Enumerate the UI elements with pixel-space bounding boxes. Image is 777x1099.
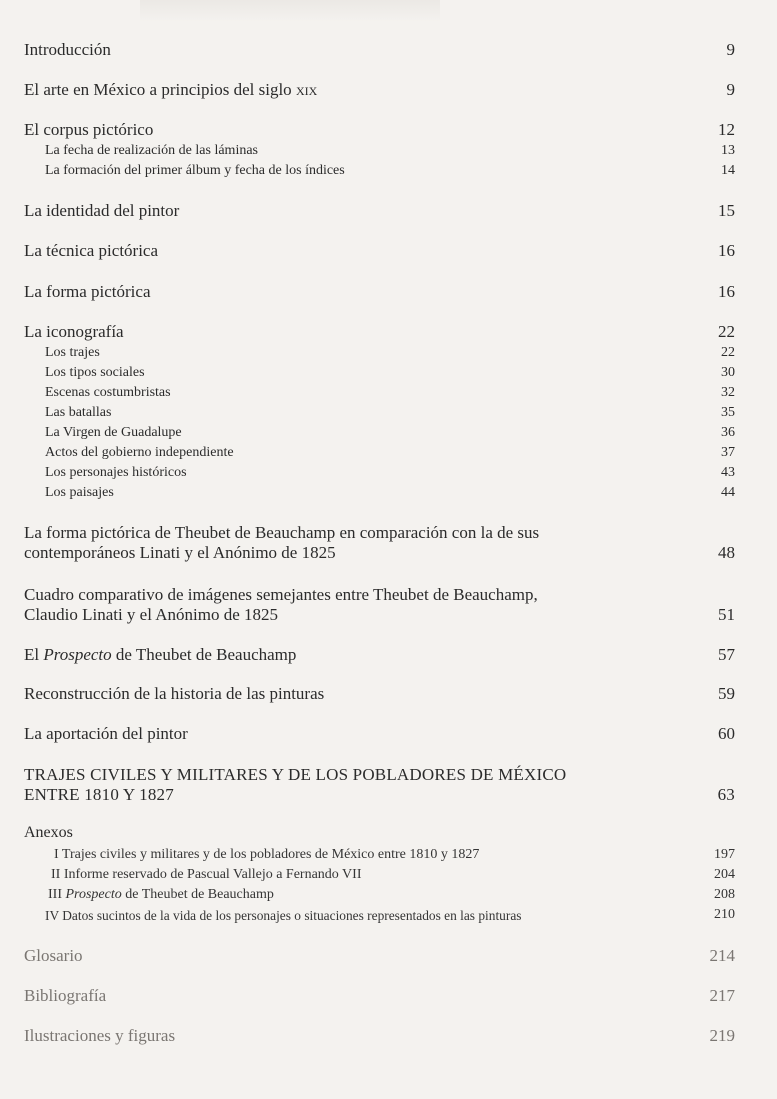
- toc-label: El corpus pictórico: [24, 120, 154, 139]
- toc-label-text: III: [48, 887, 66, 902]
- toc-label: Escenas costumbristas: [45, 385, 171, 400]
- toc-page: 208: [714, 887, 735, 902]
- toc-label: Actos del gobierno independiente: [45, 445, 234, 460]
- toc-page: 214: [709, 946, 735, 965]
- toc-label-line: TRAJES CIVILES Y MILITARES Y DE LOS POBLADORES DE MÉXICO: [24, 765, 567, 784]
- toc-label-italic: Prospecto: [65, 887, 122, 902]
- toc-label: Glosario: [24, 946, 83, 965]
- toc-page: 35: [721, 405, 735, 420]
- toc-subentry: [45, 345, 735, 361]
- toc-entry-introduccion: [24, 40, 735, 60]
- toc-entry-identidad: [24, 201, 735, 221]
- toc-label-text: II Informe reservado de Pascual Vallejo a Fernando VII: [51, 867, 362, 882]
- toc-label: La formación del primer álbum y fecha de los índices: [45, 163, 345, 178]
- toc-page: 12: [718, 120, 735, 139]
- toc-label-text: IV Datos sucintos de la vida de los personajes o situaciones representados en las pinturas: [45, 907, 522, 923]
- toc-label: [24, 585, 538, 624]
- toc-label: Anexos: [24, 824, 73, 841]
- toc-subentry: [45, 887, 735, 903]
- toc-page: 9: [726, 40, 735, 59]
- bleed-through-text: [140, 0, 440, 22]
- toc-entry-prospecto: [24, 645, 735, 665]
- toc-label-line: contemporáneos Linati y el Anónimo de 1825: [24, 542, 336, 562]
- toc-label-text: El: [24, 645, 44, 664]
- toc-label: La aportación del pintor: [24, 724, 188, 743]
- toc-entry-comparacion: [24, 523, 735, 562]
- toc-entry-iconografia: [24, 322, 735, 342]
- toc-subentry: [45, 163, 735, 179]
- toc-entry-arte: [24, 80, 735, 100]
- toc-subentry: [45, 867, 735, 883]
- toc-label: Los paisajes: [45, 485, 114, 500]
- toc-label: La iconografía: [24, 322, 124, 341]
- toc-label-text: El arte en México a principios del siglo: [24, 80, 296, 99]
- toc-page: 15: [718, 201, 735, 220]
- toc-label-line: Claudio Linati y el Anónimo de 1825: [24, 604, 279, 624]
- toc-label-text: de Theubet de Beauchamp: [121, 887, 274, 902]
- toc-page: 22: [721, 345, 735, 360]
- toc-label: La forma pictórica: [24, 282, 151, 301]
- toc-label-line: Cuadro comparativo de imágenes semejantes entre Theubet de Beauchamp,: [24, 585, 538, 604]
- toc-entry-ilustraciones: [24, 1026, 735, 1046]
- toc-page: 51: [718, 604, 735, 624]
- toc-label-text: de Theubet de Beauchamp: [111, 645, 297, 664]
- toc-label: La fecha de realización de las láminas: [45, 143, 258, 158]
- toc-subentry: [45, 405, 735, 421]
- toc-page: 44: [721, 485, 735, 500]
- toc-entry-forma: [24, 282, 735, 302]
- toc-label: [24, 645, 296, 665]
- toc-subentry: [45, 445, 735, 461]
- toc-label: [45, 847, 479, 863]
- toc-label: Los personajes históricos: [45, 465, 187, 480]
- toc-label-italic: Prospecto: [43, 645, 112, 664]
- toc-entry-tecnica: [24, 241, 735, 261]
- toc-page: 16: [718, 241, 735, 260]
- toc-label: [45, 867, 361, 883]
- toc-page: 219: [709, 1026, 735, 1045]
- toc-label-line: La forma pictórica de Theubet de Beauchamp en comparación con la de sus: [24, 523, 540, 542]
- toc-label: Ilustraciones y figuras: [24, 1026, 176, 1045]
- toc-page: 36: [721, 425, 735, 440]
- toc-page: 57: [718, 645, 735, 664]
- toc-subentry: [45, 847, 735, 863]
- toc-label: Reconstrucción de la historia de las pinturas: [24, 684, 325, 703]
- toc-label: [24, 523, 539, 562]
- toc-entry-anexos: [24, 824, 735, 842]
- toc-page: 14: [721, 163, 735, 178]
- toc-subentry: [45, 485, 735, 501]
- toc-label: Los trajes: [45, 345, 100, 360]
- toc-label: Bibliografía: [24, 986, 107, 1005]
- toc-page: 37: [721, 445, 735, 460]
- toc-entry-aportacion: [24, 724, 735, 744]
- toc-label: [45, 887, 274, 903]
- toc-label: Las batallas: [45, 405, 112, 420]
- toc-subentry: [45, 143, 735, 159]
- toc-subentry: [45, 907, 735, 923]
- toc-entry-trajes: [24, 765, 735, 804]
- toc-label: Los tipos sociales: [45, 365, 145, 380]
- toc-page: 13: [721, 143, 735, 158]
- toc-entry-cuadro: [24, 585, 735, 624]
- toc-page: 60: [718, 724, 735, 743]
- toc-page: 30: [721, 365, 735, 380]
- toc-page: 59: [718, 684, 735, 703]
- toc-page: 48: [718, 542, 735, 562]
- toc-label: La identidad del pintor: [24, 201, 180, 220]
- toc-page: 22: [718, 322, 735, 341]
- toc-label: La técnica pictórica: [24, 241, 159, 260]
- toc-label: Introducción: [24, 40, 111, 59]
- toc-label-smallcaps: xix: [295, 80, 318, 99]
- toc-label: La Virgen de Guadalupe: [45, 425, 182, 440]
- toc-page: 43: [721, 465, 735, 480]
- toc-entry-corpus: [24, 120, 735, 140]
- toc-page: 9: [726, 80, 735, 99]
- toc-label-text: I Trajes civiles y militares y de los pobladores de México entre 1810 y 1827: [54, 847, 480, 862]
- toc-label: [24, 80, 317, 100]
- toc-entry-reconstruccion: [24, 684, 735, 704]
- toc-page: 32: [721, 385, 735, 400]
- toc-page: 197: [714, 847, 735, 862]
- toc-entry-bibliografia: [24, 986, 735, 1006]
- toc-page: 217: [709, 986, 735, 1005]
- toc-label: [45, 908, 522, 923]
- toc-subentry: [45, 365, 735, 381]
- toc-subentry: [45, 385, 735, 401]
- toc-page: 204: [714, 867, 735, 882]
- toc-entry-glosario: [24, 946, 735, 966]
- toc-page: 16: [718, 282, 735, 301]
- toc-page: 63: [717, 784, 735, 804]
- toc-subentry: [45, 425, 735, 441]
- toc-label: [24, 765, 566, 804]
- toc-label-line: ENTRE 1810 Y 1827: [24, 784, 174, 804]
- toc-page: 210: [714, 907, 735, 922]
- toc-subentry: [45, 465, 735, 481]
